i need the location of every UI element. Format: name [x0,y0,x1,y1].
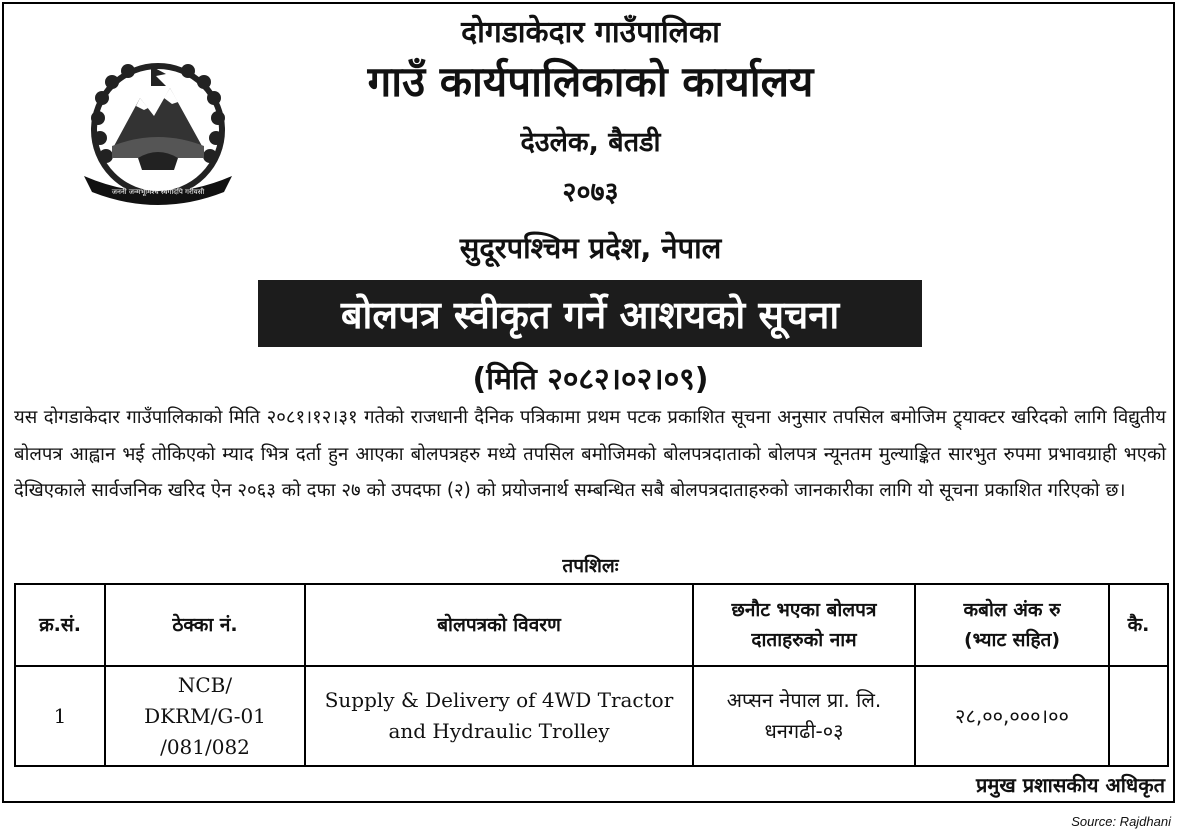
table-row [15,666,1168,766]
col-header-sn: क्र.सं. [15,584,105,666]
cell-contract-line1: NCB/ [177,672,233,697]
svg-text:जननी जन्मभूमिश्च स्वर्गादपि गर: जननी जन्मभूमिश्च स्वर्गादपि गरीयसी [111,188,205,196]
col-header-amount-line1: कबोल अंक रु [963,599,1061,621]
municipality-name: दोगडाकेदार गाउँपालिका [461,15,720,50]
notice-title: बोलपत्र स्वीकृत गर्ने आशयको सूचना [258,280,922,347]
table-header-row [15,584,1168,666]
cell-desc-line2: and Hydraulic Trolley [388,719,610,743]
province-country: सुदूरपश्चिम प्रदेश, नेपाल [459,231,722,265]
cell-description [305,666,693,766]
office-address: देउलेक, बैतडी [520,127,661,158]
col-header-description: बोलपत्रको विवरण [305,584,693,666]
cell-bidder [693,666,915,766]
office-name: गाउँ कार्यपालिकाको कार्यालय [367,57,814,106]
cell-bidder-line1: अप्सन नेपाल प्रा. लि. [726,688,882,712]
details-label: तपशिलः [562,555,619,577]
cell-contract-line2: DKRM/G-01 [144,703,266,728]
col-header-bidder-line2: दाताहरुको नाम [751,629,857,651]
established-year: २०७३ [562,177,619,208]
notice-body: यस दोगडाकेदार गाउँपालिकाको मिति २०८१।१२।३१ गतेको राजधानी दैनिक पत्रिकामा प्रथम पटक प्रकाशित सूचना अनुसार तपसिल बमोजिम ट्र्याक्टर खरिदको लागि विद्युतीय बोलपत्र आह्वान भई तोकिएको म्याद भित्र दर्ता हुन आएका बोलपत्रहरु मध्ये तपसिल बमोजिमको बोलपत्रदाताको बोलपत्र न्यूनतम मुल्याङ्कित सारभुत रुपमा प्रभावग्राही भएको देखिएकाले सार्वजनिक खरिद ऐन २०६३ को दफा २७ को उपदफा (२) को प्रयोजनार्थ सम्बन्धित सबै बोलपत्रदाताहरुको जानकारीका लागि यो सूचना प्रकाशित गरिएको छ। [14,407,1166,501]
signer-title: प्रमुख प्रशासकीय अधिकृत [976,773,1165,797]
cell-amount: २८,००,०००।०० [915,666,1109,766]
col-header-amount-line2: (भ्याट सहित) [963,629,1061,651]
cell-bidder-line2: धनगढी-०३ [764,719,844,743]
col-header-amount [915,584,1109,666]
bid-table [14,583,1169,767]
col-header-contract-no: ठेक्का नं. [105,584,305,666]
col-header-bidder-line1: छनौट भएका बोलपत्र [731,599,877,621]
cell-desc-line1: Supply & Delivery of 4WD Tractor [324,688,674,712]
cell-sn: 1 [15,666,105,766]
notice-date: (मिति २०८२।०२।०९) [472,362,709,397]
source-credit: Source: Rajdhani [1071,814,1171,829]
col-header-bidder [693,584,915,666]
cell-contract-no [105,666,305,766]
cell-remarks [1109,666,1168,766]
cell-contract-line3: /081/082 [160,734,250,759]
col-header-remarks: कै. [1109,584,1168,666]
